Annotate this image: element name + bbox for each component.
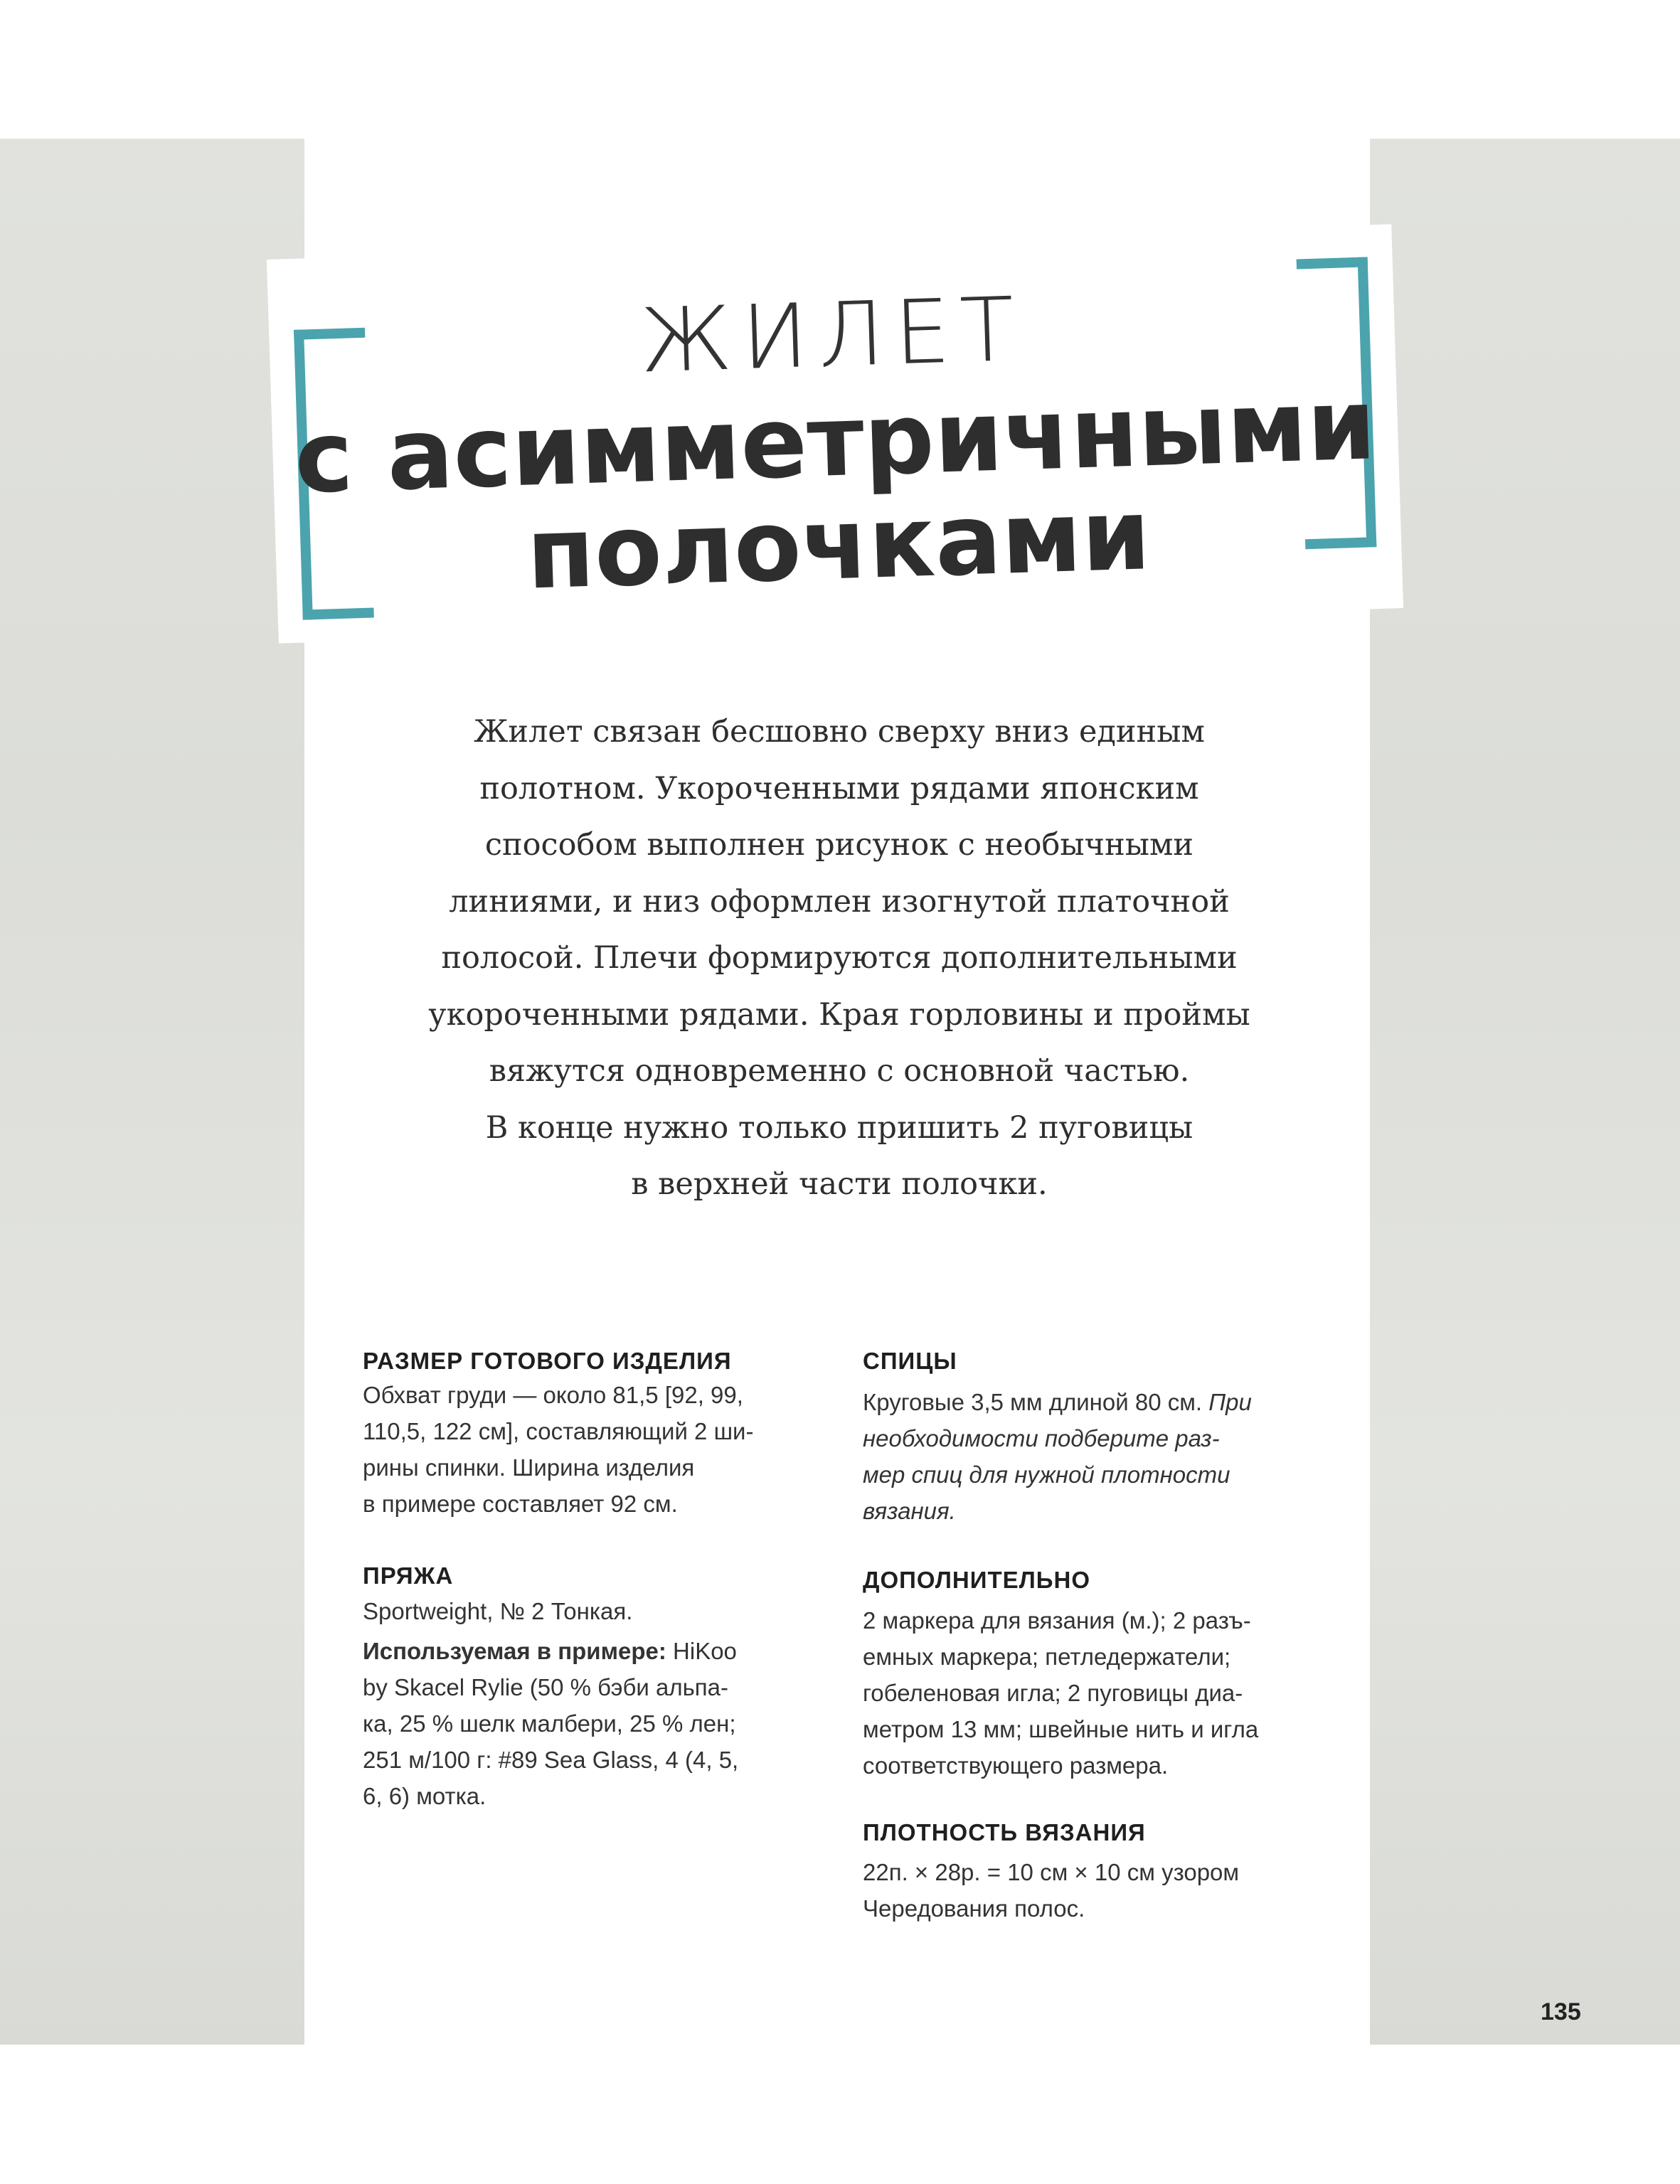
intro-line: линиями, и низ оформлен изогнутой платочной [449, 883, 1230, 920]
gauge-line: 22п. × 28р. = 10 см × 10 см узором [863, 1859, 1240, 1885]
yarn-line: 251 м/100 г: #89 Sea Glass, 4 (4, 5, [363, 1747, 739, 1773]
notions-line: соответствующего размера. [863, 1752, 1169, 1779]
right-background-panel [1370, 139, 1680, 2045]
intro-line: вяжутся одновременно с основной частью. [489, 1053, 1190, 1089]
notions-heading: ДОПОЛНИТЕЛЬНО [863, 1567, 1090, 1593]
size-line: Обхват груди — около 81,5 [92, 99, [363, 1382, 743, 1408]
intro-paragraph [384, 704, 1294, 1213]
left-background-panel [0, 139, 304, 2045]
gauge-line: Чередования полос. [863, 1895, 1085, 1922]
yarn-heading: ПРЯЖА [363, 1562, 454, 1589]
yarn-example-label: Используемая в примере: [363, 1638, 666, 1664]
intro-line: полотном. Укороченными рядами японским [479, 770, 1199, 806]
size-line: в примере составляет 92 см. [363, 1491, 678, 1517]
title-card [267, 224, 1403, 643]
notions-line: метром 13 мм; швейные нить и игла [863, 1716, 1259, 1742]
intro-line: полосой. Плечи формируются дополнительными [441, 940, 1238, 976]
notions-line: емных маркера; петледержатели; [863, 1644, 1231, 1670]
intro-line: укороченными рядами. Края горловины и проймы [428, 996, 1250, 1033]
intro-line: в верхней части полочки. [631, 1166, 1048, 1202]
size-line: рины спинки. Ширина изделия [363, 1454, 695, 1481]
needles-line-1 [863, 1384, 1252, 1420]
intro-line: способом выполнен рисунок с необычными [484, 827, 1194, 863]
yarn-example-brand: HiKoo [666, 1638, 737, 1664]
notions-line: 2 маркера для вязания (м.); 2 разъ- [863, 1607, 1251, 1634]
needles-heading: СПИЦЫ [863, 1348, 957, 1374]
title-line-3: полочками [525, 477, 1152, 612]
needles-text [863, 1384, 1252, 1529]
needles-italic-line: необходимости подберите раз- [863, 1425, 1220, 1451]
size-line: 110,5, 122 см], составляющий 2 ши- [363, 1418, 754, 1444]
intro-line: Жилет связан бесшовно сверху вниз единым [474, 714, 1205, 750]
notions-text [863, 1602, 1258, 1784]
intro-line: В конце нужно только пришить 2 пуговицы [485, 1109, 1193, 1146]
size-heading: РАЗМЕР ГОТОВОГО ИЗДЕЛИЯ [363, 1348, 732, 1374]
yarn-example-first-line [363, 1633, 738, 1669]
size-text [363, 1377, 753, 1522]
yarn-example [363, 1633, 738, 1814]
yarn-line: ка, 25 % шелк малбери, 25 % лен; [363, 1710, 736, 1737]
title-line-1: ЖИЛЕТ [638, 278, 1026, 393]
page-number: 135 [1541, 1998, 1581, 2025]
yarn-line: by Skacel Rylie (50 % бэби альпа- [363, 1674, 729, 1700]
yarn-weight: Sportweight, № 2 Тонкая. [363, 1598, 633, 1624]
gauge-heading: ПЛОТНОСТЬ ВЯЗАНИЯ [863, 1819, 1146, 1845]
notions-line: гобеленовая игла; 2 пуговицы диа- [863, 1680, 1243, 1706]
yarn-line: 6, 6) мотка. [363, 1783, 487, 1809]
needles-italic-start: При [1208, 1389, 1252, 1415]
needles-italic-line: мер спиц для нужной плотности [863, 1461, 1230, 1488]
gauge-text [863, 1854, 1239, 1927]
needles-italic-line: вязания. [863, 1498, 956, 1524]
title-line-2: с асимметричными [292, 367, 1378, 516]
needles-regular-text: Круговые 3,5 мм длиной 80 см. [863, 1389, 1209, 1415]
